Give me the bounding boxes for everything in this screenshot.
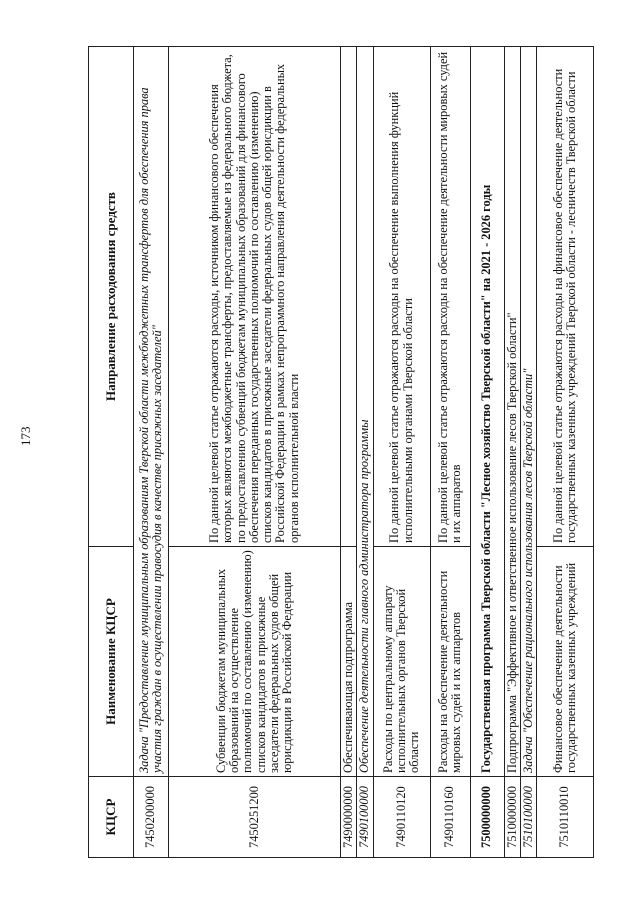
table-row bbox=[520, 47, 536, 858]
header-purpose: Направление расходования средств bbox=[89, 47, 134, 547]
page-number: 173 bbox=[18, 426, 33, 446]
table-row bbox=[430, 47, 470, 858]
row-purpose: По данной целевой статье отражаются расходы на финансовое обеспечение деятельности государственных казенных учреждений Тверской области - лесничеств Тверской области bbox=[537, 47, 594, 547]
row-program-name: Государственная программа Тверской области "Лесное хозяйство Тверской области" на 2021 - 2026 годы bbox=[470, 47, 504, 777]
kcsr-table bbox=[88, 46, 594, 858]
row-purpose: По данной целевой статье отражаются расходы на обеспечение деятельности мировых судей и их аппаратов bbox=[430, 47, 470, 547]
row-name: Субвенции бюджетам муниципальных образований на осуществление полномочий по составлению (изменению) списков кандидатов в присяжные заседатели федеральных судов общей юрисдикции в Российской Федерации bbox=[169, 547, 341, 777]
table-row bbox=[470, 47, 504, 858]
row-subprogram-name: Подпрограмма "Эффективное и ответственное использование лесов Тверской области" bbox=[504, 47, 520, 777]
row-name: Финансовое обеспечение деятельности государственных казенных учреждений bbox=[537, 547, 594, 777]
table-row bbox=[373, 47, 430, 858]
table-row bbox=[134, 47, 169, 858]
header-code: КЦСР bbox=[89, 777, 134, 858]
row-name: Обеспечивающая подпрограмма bbox=[341, 547, 357, 777]
table-row bbox=[504, 47, 520, 858]
row-code: 7450251200 bbox=[169, 777, 341, 858]
row-code: 7490110160 bbox=[430, 777, 470, 858]
header-name: Наименование КЦСР bbox=[89, 547, 134, 777]
table-row bbox=[341, 47, 357, 858]
row-task-name: Задача "Предоставление муниципальным образованиям Тверской области межбюджетных трансфертов для обеспечения права участия граждан в осуществлении правосудия в качестве присяжных заседателей" bbox=[134, 47, 169, 777]
row-purpose: По данной целевой статье отражаются расходы, источником финансового обеспечения которых являются межбюджетные трансферты, предоставляемые из федерального бюджета, по предоставлению субвенций бюджетам муниципальных образований для финансового обеспечения переданных государственных полномочий по составлению (изменению) списков кандидатов в присяжные заседатели федеральных судов общей юрисдикции в Российской Федерации в рамках непрограммного направления деятельности федеральных органов исполнительной власти bbox=[169, 47, 341, 547]
row-code: 7510110010 bbox=[537, 777, 594, 858]
row-task-name: Задача "Обеспечение рационального использования лесов Тверской области" bbox=[520, 47, 536, 777]
row-name: Расходы по центральному аппарату исполнительных органов Тверской области bbox=[373, 547, 430, 777]
rotated-table-sheet bbox=[88, 47, 586, 858]
row-code: 7510100000 bbox=[520, 777, 536, 858]
row-code: 7490100000 bbox=[357, 777, 373, 858]
table-row bbox=[537, 47, 594, 858]
row-code: 7500000000 bbox=[470, 777, 504, 858]
row-purpose bbox=[341, 47, 357, 547]
row-code: 7490000000 bbox=[341, 777, 357, 858]
row-code: 7510000000 bbox=[504, 777, 520, 858]
table-row bbox=[357, 47, 373, 858]
row-code: 7490110120 bbox=[373, 777, 430, 858]
row-name: Расходы на обеспечение деятельности мировых судей и их аппаратов bbox=[430, 547, 470, 777]
row-task-name: Обеспечение деятельности главного администратора программы bbox=[357, 47, 373, 777]
row-purpose: По данной целевой статье отражаются расходы на обеспечение выполнения функций исполнительными органами Тверской области bbox=[373, 47, 430, 547]
table-row bbox=[169, 47, 341, 858]
table-header-row bbox=[89, 47, 134, 858]
row-code: 7450200000 bbox=[134, 777, 169, 858]
